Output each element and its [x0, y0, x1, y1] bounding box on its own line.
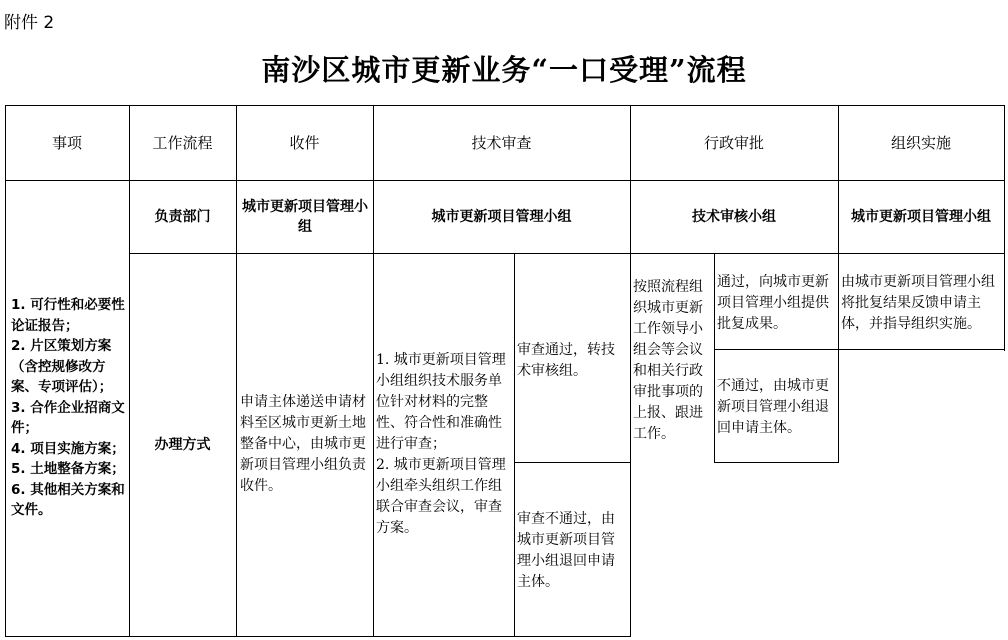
- receive-text: 申请主体递送申请材料至区城市更新土地整备中心，由城市更新项目管理小组负责收件。: [240, 394, 366, 494]
- item-list: [6, 180, 128, 636]
- header-admin-approval: 行政审批: [703, 133, 764, 152]
- header-implementation: 组织实施: [890, 133, 951, 152]
- item-list-text: [11, 295, 128, 521]
- review-pass-text: 审查通过，转技术审核组。: [517, 342, 615, 379]
- review-fail-text: 审查不通过，由城市更新项目管理小组退回申请主体。: [517, 511, 615, 590]
- method-label: 办理方式: [154, 436, 211, 453]
- list-item: 1. 可行性和必要性论证报告；: [11, 297, 125, 334]
- list-item: 4. 项目实施方案；: [11, 440, 125, 457]
- list-item: 5. 土地整备方案；: [11, 461, 125, 478]
- implementation-text: 由城市更新项目管理小组将批复结果反馈申请主体，并指导组织实施。: [841, 274, 995, 332]
- header-item: 事项: [51, 133, 82, 152]
- header-tech-review: 技术审查: [471, 133, 532, 152]
- responsible-tech-review: 城市更新项目管理小组: [431, 208, 572, 225]
- responsible-admin-approval: 技术审核小组: [692, 208, 776, 225]
- responsible-label: 负责部门: [154, 208, 211, 225]
- admin-fail-text: 不通过，由城市更新项目管理小组退回申请主体。: [717, 378, 829, 436]
- admin-pass-text: 通过，向城市更新项目管理小组提供批复成果。: [717, 274, 829, 332]
- header-workflow: 工作流程: [152, 133, 213, 152]
- header-receive: 收件: [289, 133, 320, 152]
- list-item: 2. 片区策划方案（含控规修改方案、专项评估）；: [11, 338, 113, 396]
- list-item: 6. 其他相关方案和文件。: [11, 481, 125, 519]
- page-title: 南沙区城市更新业务“一口受理”流程: [261, 53, 747, 87]
- list-item: 3. 合作企业招商文件；: [11, 399, 125, 437]
- responsible-implementation: 城市更新项目管理小组: [851, 208, 991, 225]
- tech-review-text: 1. 城市更新项目管理小组组织技术服务单位针对材料的完整性、符合性和准确性进行审查； 2. 城市更新项目管理小组牵头组织工作组联合审查会议，审查方案。: [376, 352, 506, 536]
- attachment-label: 附件 2: [4, 13, 55, 33]
- admin-process-text: 按照流程组织城市更新工作领导小组会等会议和相关行政审批事项的上报、跟进工作。: [633, 279, 703, 442]
- responsible-receive: 城市更新项目管理小组: [242, 198, 368, 235]
